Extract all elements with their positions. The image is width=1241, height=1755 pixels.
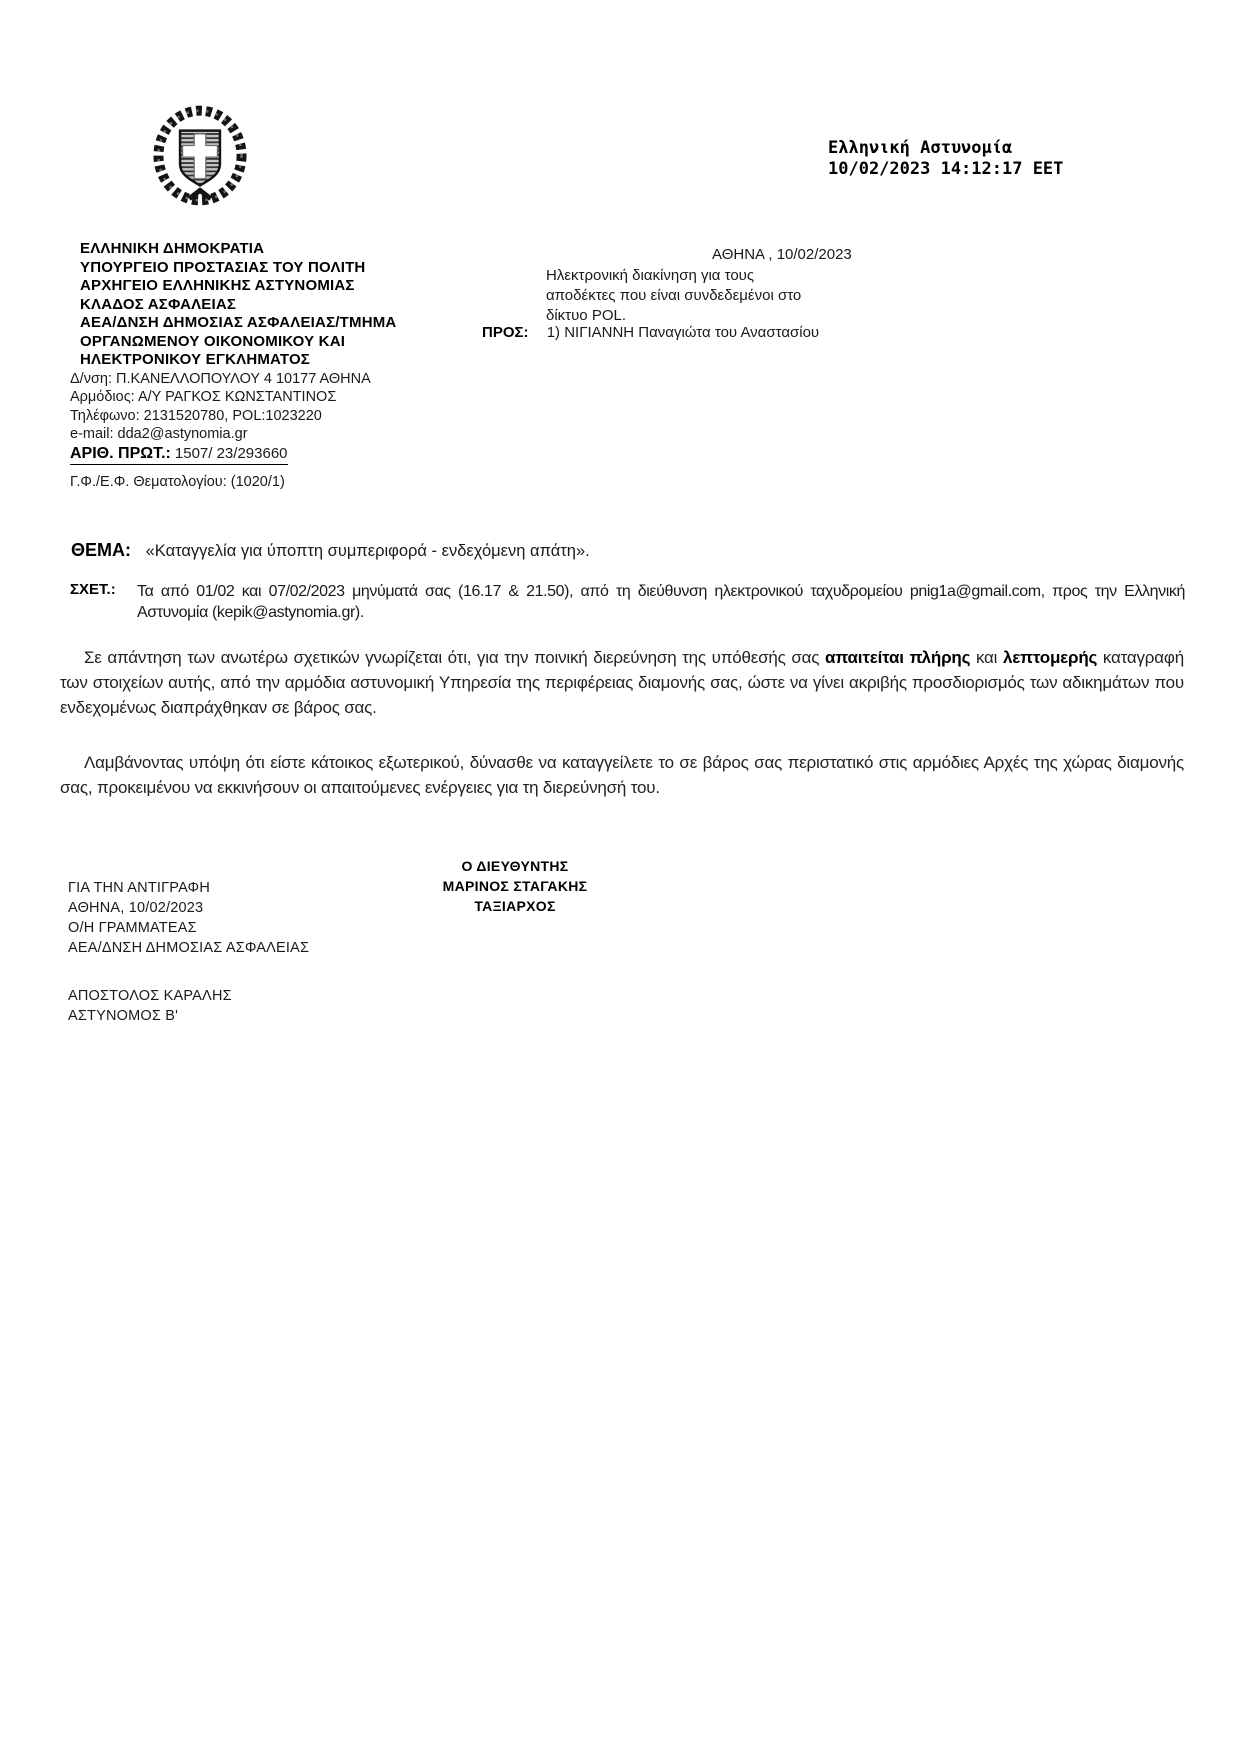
director-title: Ο ΔΙΕΥΘΥΝΤΗΣ <box>461 858 569 874</box>
sender-line-branch: ΚΛΑΔΟΣ ΑΣΦΑΛΕΙΑΣ <box>80 295 237 313</box>
sender-line-republic: ΕΛΛΗΝΙΚΗ ΔΗΜΟΚΡΑΤΙΑ <box>80 240 265 257</box>
copy-line: Ο/Η ΓΡΑΜΜΑΤΕΑΣ <box>68 920 197 936</box>
protocol-number-value: 1507/ 23/293660 <box>174 444 288 462</box>
subject-line <box>71 540 590 561</box>
sender-line-headquarters: ΑΡΧΗΓΕΙΟ ΕΛΛΗΝΙΚΗΣ ΑΣΤΥΝΟΜΙΑΣ <box>80 277 355 294</box>
sender-letterhead <box>70 240 460 492</box>
director-name: ΜΑΡΙΝΟΣ ΣΤΑΓΑΚΗΣ <box>442 878 588 894</box>
recipient-row <box>482 324 819 341</box>
sender-address: Δ/νση: Π.ΚΑΝΕΛΛΟΠΟΥΛΟΥ 4 10177 ΑΘΗΝΑ <box>70 370 371 387</box>
sender-line-department-2: ΗΛΕΚΤΡΟΝΙΚΟΥ ΕΓΚΛΗΜΑΤΟΣ <box>80 351 311 368</box>
director-rank: ΤΑΞΙΑΡΧΟΣ <box>474 898 556 914</box>
paragraph-text: καταγραφή των στοιχείων αυτής, από την αρμόδια αστυνομική Υπηρεσία της περιφέρειας διαμονής σας, ώστε να γίνει ακριβής προσδιορισμός των αδικημάτων που ενδεχομένως διαπράχθηκαν σε βάρος σας. <box>60 648 1184 717</box>
secretary-signature-block <box>68 986 232 1026</box>
certified-copy-block <box>68 878 309 958</box>
delivery-note <box>546 266 801 326</box>
body-paragraph-1 <box>60 645 1184 720</box>
copy-line: ΑΘΗΝΑ, 10/02/2023 <box>68 900 204 916</box>
paragraph-emphasis: απαιτείται πλήρης <box>824 648 971 667</box>
coat-of-arms-icon <box>146 104 254 212</box>
sender-line-ministry: ΥΠΟΥΡΓΕΙΟ ΠΡΟΣΤΑΣΙΑΣ ΤΟΥ ΠΟΛΙΤΗ <box>80 258 366 276</box>
place-and-date: ΑΘΗΝΑ , 10/02/2023 <box>712 246 852 263</box>
secretary-name: ΑΠΟΣΤΟΛΟΣ ΚΑΡΑΛΗΣ <box>68 988 232 1004</box>
delivery-note-line: αποδέκτες που είναι συνδεδεμένοι στο <box>546 287 802 304</box>
sender-contact-person: Αρμόδιος: Α/Υ ΡΑΓΚΟΣ ΚΩΝΣΤΑΝΤΙΝΟΣ <box>70 389 337 405</box>
reference-block <box>70 581 1185 623</box>
director-signature-block <box>420 856 610 916</box>
reference-text: Τα από 01/02 και 07/02/2023 μηνύματά σας (16.17 & 21.50), από τη διεύθυνση ηλεκτρονικού ταχυδρομείου pnig1a@gmail.com, προς την Ελληνική Αστυνομία (kepik@astynomia.gr). <box>137 583 1185 621</box>
electronic-timestamp <box>828 138 1063 180</box>
delivery-note-line: Ηλεκτρονική διακίνηση για τους <box>546 267 755 284</box>
sender-line-department-1: ΟΡΓΑΝΩΜΕΝΟΥ ΟΙΚΟΝΟΜΙΚΟΥ ΚΑΙ <box>80 332 346 350</box>
delivery-note-line: δίκτυο POL. <box>546 307 627 324</box>
recipient-label: ΠΡΟΣ: <box>482 324 529 341</box>
paragraph-text: και <box>970 648 1003 667</box>
stamp-organization: Ελληνική Αστυνομία <box>828 138 1013 158</box>
paragraph-emphasis: λεπτομερής <box>1002 648 1098 667</box>
copy-line: ΓΙΑ ΤΗΝ ΑΝΤΙΓΡΑΦΗ <box>68 880 210 896</box>
reference-label: ΣΧΕΤ.: <box>70 581 116 598</box>
protocol-number-line <box>70 445 460 466</box>
file-reference: Γ.Φ./Ε.Φ. Θεματολογίου: (1020/1) <box>70 474 285 490</box>
recipient-value: 1) ΝΙΓΙΑΝΝΗ Παναγιώτα του Αναστασίου <box>546 324 820 341</box>
copy-line: ΑΕΑ/ΔΝΣΗ ΔΗΜΟΣΙΑΣ ΑΣΦΑΛΕΙΑΣ <box>68 940 310 956</box>
subject-label: ΘΕΜΑ: <box>71 540 131 560</box>
sender-line-directorate: ΑΕΑ/ΔΝΣΗ ΔΗΜΟΣΙΑΣ ΑΣΦΑΛΕΙΑΣ/ΤΜΗΜΑ <box>80 314 397 331</box>
subject-text: «Καταγγελία για ύποπτη συμπεριφορά - ενδεχόμενη απάτη». <box>145 542 590 560</box>
paragraph-text: Σε απάντηση των ανωτέρω σχετικών γνωρίζεται ότι, για την ποινική διερεύνηση της υπόθεσής σας <box>84 648 825 667</box>
stamp-datetime: 10/02/2023 14:12:17 EET <box>828 159 1064 179</box>
body-paragraph-2: Λαμβάνοντας υπόψη ότι είστε κάτοικος εξωτερικού, δύνασθε να καταγγείλετε το σε βάρος σας περιστατικό στις αρμόδιες Αρχές της χώρας διαμονής σας, προκειμένου να εκκινήσουν οι απαιτούμενες ενέργειες για τη διερεύνησή του. <box>60 753 1184 797</box>
secretary-rank: ΑΣΤΥΝΟΜΟΣ Β' <box>68 1008 179 1024</box>
sender-email: e-mail: dda2@astynomia.gr <box>70 426 248 442</box>
greek-coat-of-arms-emblem <box>146 104 254 212</box>
protocol-number-label: ΑΡΙΘ. ΠΡΩΤ.: <box>70 444 171 462</box>
sender-phone: Τηλέφωνο: 2131520780, POL:1023220 <box>70 407 322 424</box>
